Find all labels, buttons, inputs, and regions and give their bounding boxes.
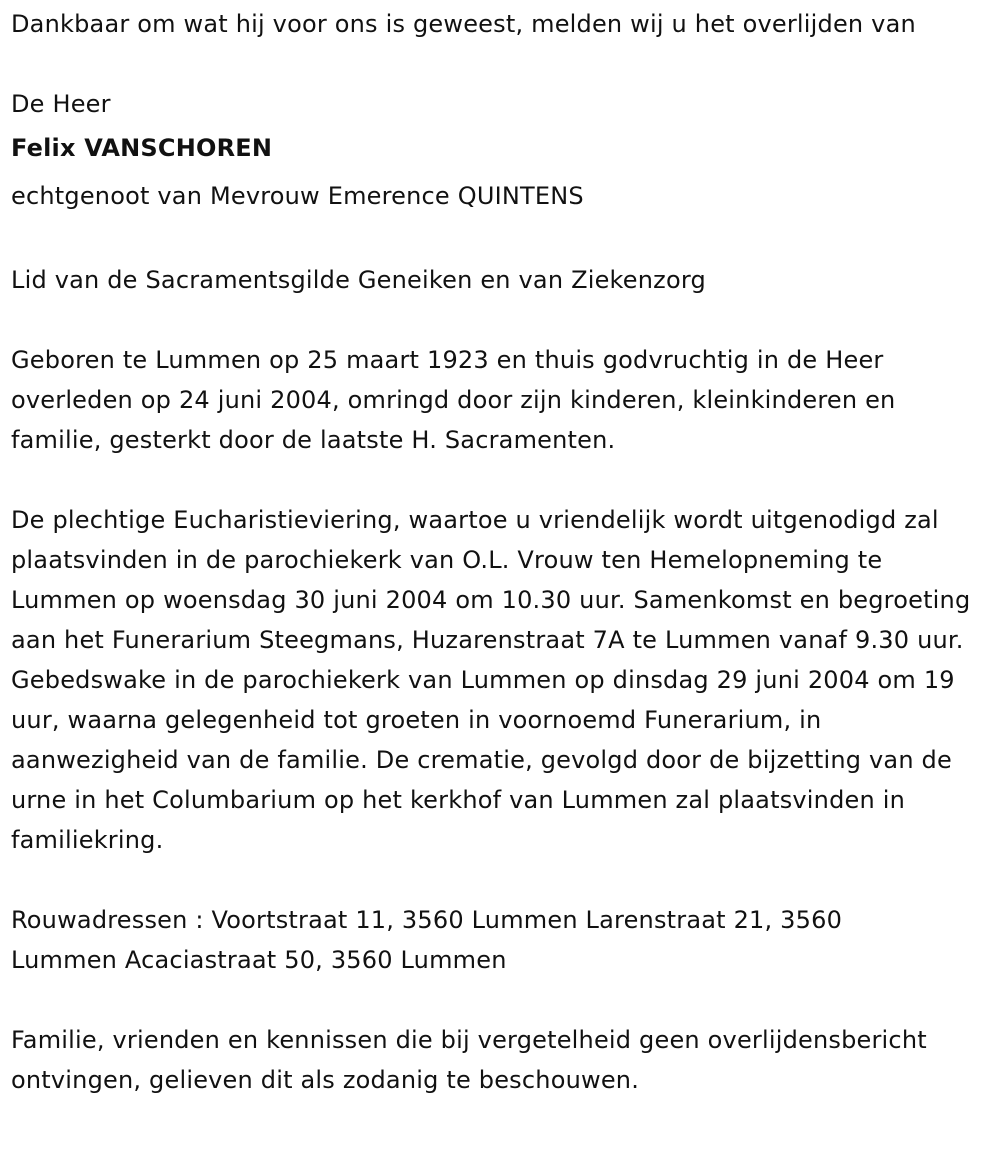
ceremony-paragraph: De plechtige Eucharistieviering, waartoe u vriendelijk wordt uitgenodigd zal plaatsvinden in de parochiekerk van O.L. Vrouw ten Hemelopneming te Lummen op woensdag 30 juni 2004 om 10.30 uur. Samenkomst en begroeting aan het Funerarium Steegmans, Huzarenstraat 7A te Lummen vanaf 9.30 uur. Gebedswake in de parochiekerk van Lummen op dinsdag 29 juni 2004 om 19 uur, waarna gelegenheid tot groeten in voornoemd Funerarium, in aanwezigheid van de familie. De crematie, gevolgd door de bijzetting van de urne in het Columbarium op het kerkhof van Lummen zal plaatsvinden in familiekring.	[11, 506, 971, 854]
spouse-line: echtgenoot van Mevrouw Emerence QUINTENS	[11, 182, 584, 210]
intro-text: Dankbaar om wat hij voor ons is geweest, melden wij u het overlijden van	[11, 10, 916, 38]
birth-death-paragraph: Geboren te Lummen op 25 maart 1923 en thuis godvruchtig in de Heer overleden op 24 juni 2004, omringd door zijn kinderen, kleinkinderen en familie, gesterkt door de laatste H. Sacramenten.	[11, 346, 896, 454]
deceased-name: Felix VANSCHOREN	[11, 134, 273, 162]
addresses-paragraph: Rouwadressen : Voortstraat 11, 3560 Lummen Larenstraat 21, 3560 Lummen Acaciastraat 50, 3560 Lummen	[11, 906, 843, 974]
closing-paragraph: Familie, vrienden en kennissen die bij vergetelheid geen overlijdensbericht ontvingen, gelieven dit als zodanig te beschouwen.	[11, 1026, 927, 1094]
death-notice	[11, 4, 996, 1100]
membership-line: Lid van de Sacramentsgilde Geneiken en van Ziekenzorg	[11, 266, 706, 294]
honorific: De Heer	[11, 90, 111, 118]
